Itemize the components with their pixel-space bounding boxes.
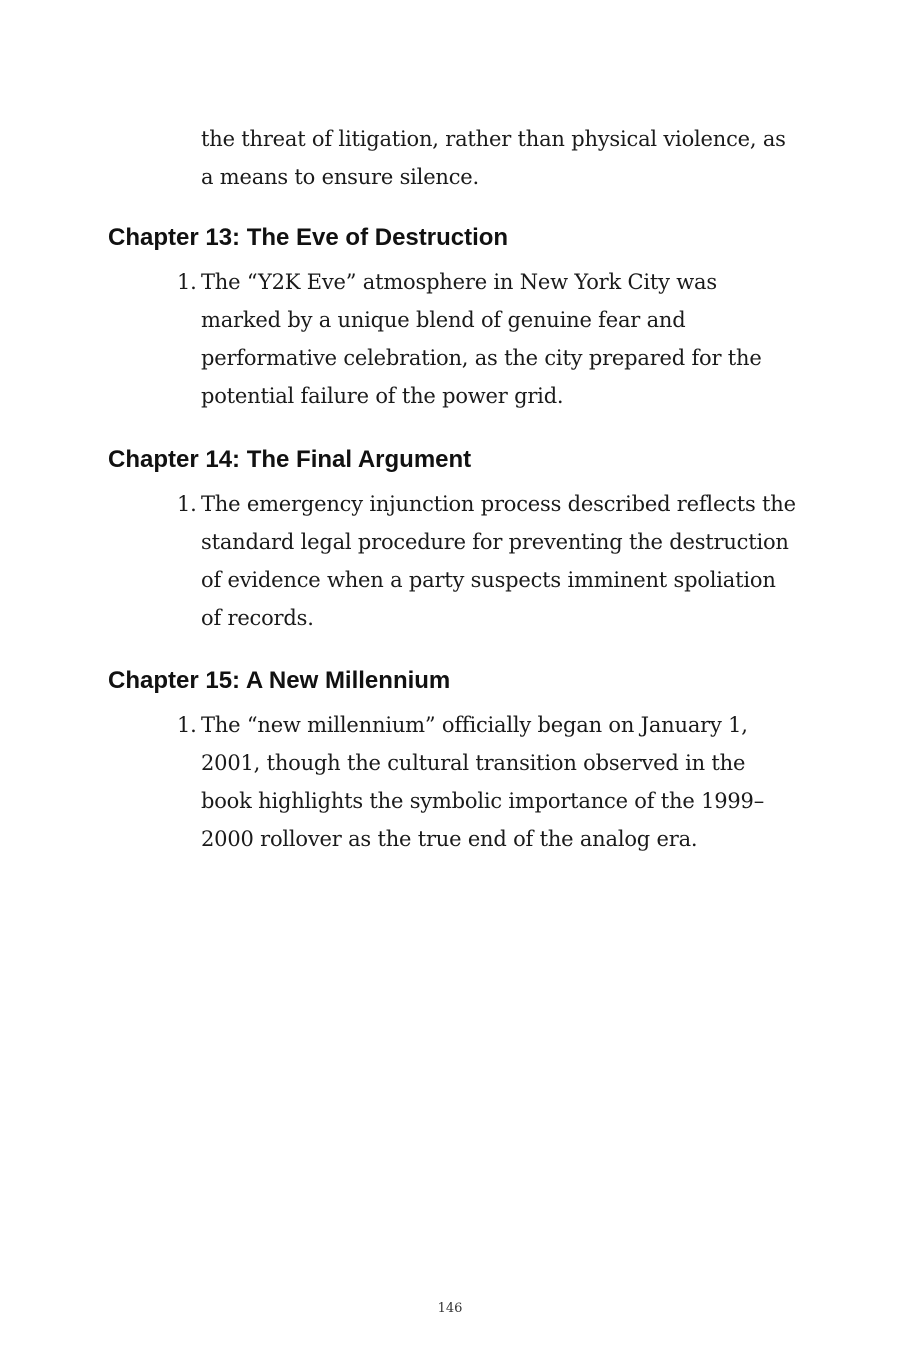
- chapter-heading: Chapter 15: A New Millennium: [108, 667, 451, 694]
- notes-list: [108, 706, 798, 858]
- note-item: [108, 706, 796, 858]
- notes-list: [108, 263, 798, 415]
- note-text: The emergency injunction process described reflects the standard legal procedure for preventing the destruction of evidence when a party suspects imminent spoliation of records.: [201, 492, 796, 630]
- chapter-heading: Chapter 13: The Eve of Destruction: [108, 224, 509, 251]
- note-number: 1.: [177, 713, 197, 737]
- page-number: 146: [437, 1301, 463, 1316]
- continued-note-text: the threat of litigation, rather than physical violence, as a means to ensure silence.: [201, 127, 786, 189]
- note-item: [108, 485, 796, 637]
- chapter-14-notes: [108, 445, 798, 637]
- chapter-13-notes: [108, 223, 798, 415]
- notes-list: [108, 485, 798, 637]
- note-number: 1.: [177, 270, 197, 294]
- note-number: 1.: [177, 492, 197, 516]
- note-item: [108, 263, 796, 415]
- note-text: The “Y2K Eve” atmosphere in New York City was marked by a unique blend of genuine fear and performative celebration, as the city prepared for the potential failure of the power grid.: [201, 270, 762, 408]
- chapter-15-notes: [108, 666, 798, 858]
- note-text: The “new millennium” officially began on January 1, 2001, though the cultural transition observed in the book highlights the symbolic importance of the 1999–2000 rollover as the true end of the analog era.: [201, 713, 765, 851]
- chapter-heading: Chapter 14: The Final Argument: [108, 446, 472, 473]
